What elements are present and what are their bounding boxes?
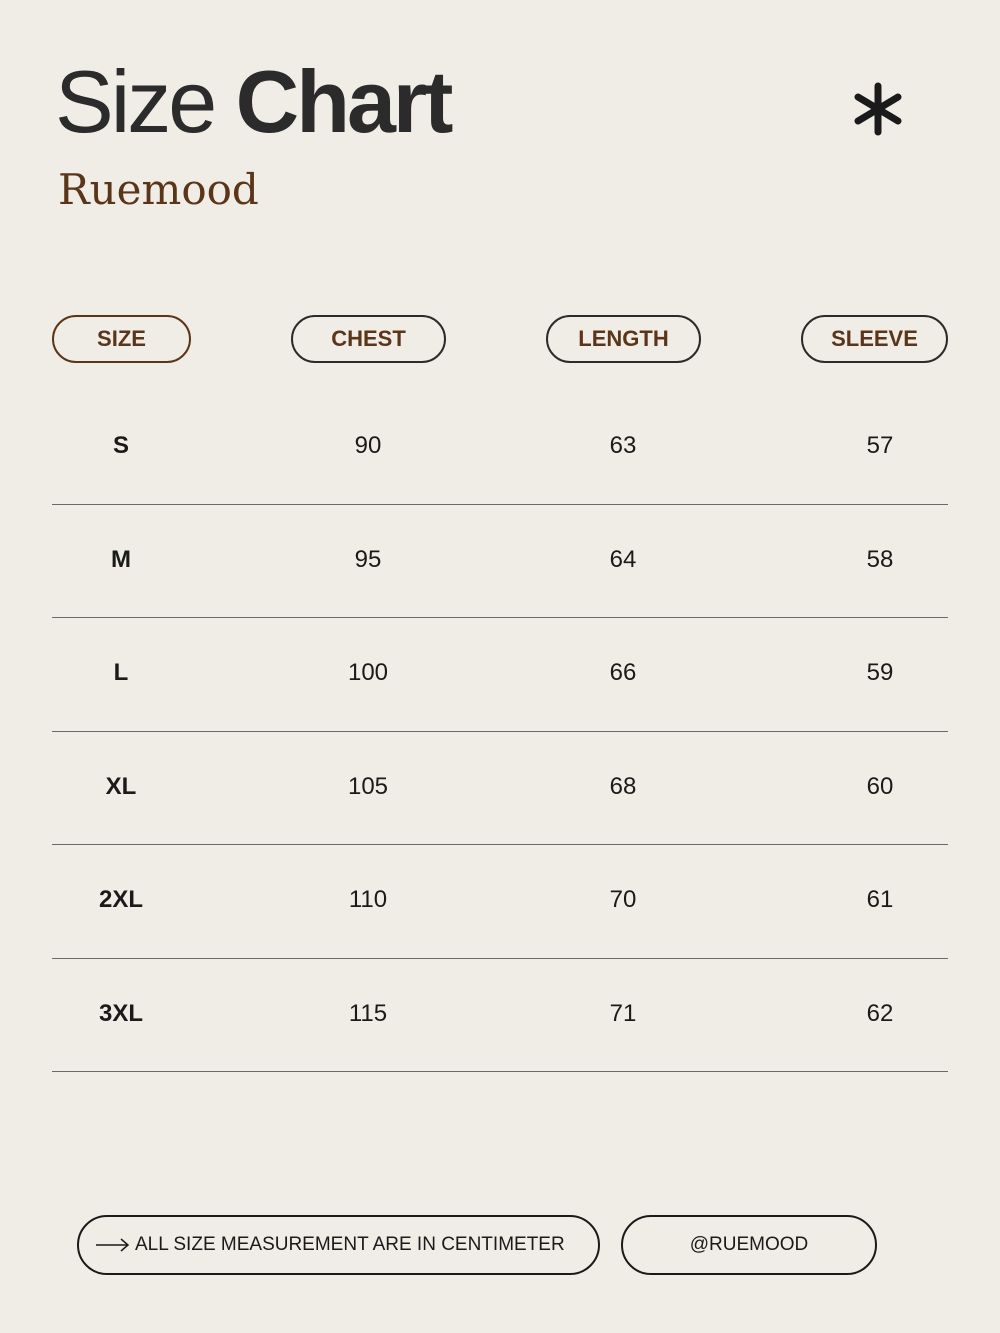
title-light: Size — [55, 52, 215, 151]
row-divider — [52, 617, 948, 618]
row-divider — [52, 958, 948, 959]
cell-chest: 110 — [348, 886, 388, 913]
cell-sleeve: 57 — [866, 432, 894, 459]
cell-length: 66 — [609, 659, 637, 686]
cell-size: 3XL — [98, 999, 143, 1027]
row-divider — [52, 731, 948, 732]
title-bold: Chart — [235, 52, 451, 151]
column-header-chest: CHEST — [291, 315, 446, 363]
cell-sleeve: 60 — [866, 772, 894, 800]
cell-sleeve: 58 — [866, 545, 894, 573]
page-title — [55, 52, 450, 152]
cell-size: S — [112, 432, 129, 459]
column-header-length: LENGTH — [546, 315, 701, 363]
cell-sleeve: 59 — [866, 659, 894, 686]
column-header-sleeve: SLEEVE — [801, 315, 948, 363]
cell-sleeve: 61 — [866, 886, 894, 913]
cell-length: 70 — [609, 886, 637, 913]
cell-chest: 100 — [347, 659, 389, 686]
cell-size: XL — [105, 772, 137, 800]
row-divider — [52, 1071, 948, 1072]
column-header-size: SIZE — [52, 315, 191, 363]
cell-size: L — [113, 659, 129, 686]
measurement-note-text: ALL SIZE MEASUREMENT ARE IN CENTIMETER — [135, 1234, 565, 1255]
cell-length: 68 — [609, 772, 637, 800]
arrow-right-icon — [95, 1238, 131, 1252]
cell-chest: 95 — [354, 545, 382, 573]
cell-chest: 115 — [348, 999, 388, 1027]
cell-size: M — [111, 545, 131, 573]
cell-length: 63 — [609, 432, 637, 459]
cell-length: 71 — [609, 999, 637, 1027]
cell-length: 64 — [609, 545, 637, 573]
cell-chest: 90 — [354, 432, 382, 459]
brand-name: Ruemood — [58, 165, 259, 214]
cell-sleeve: 62 — [866, 999, 894, 1027]
measurement-note — [77, 1215, 600, 1275]
cell-chest: 105 — [347, 772, 389, 800]
row-divider — [52, 504, 948, 505]
row-divider — [52, 844, 948, 845]
cell-size: 2XL — [98, 886, 143, 913]
asterisk-icon — [848, 74, 908, 144]
social-handle: @RUEMOOD — [621, 1215, 877, 1275]
